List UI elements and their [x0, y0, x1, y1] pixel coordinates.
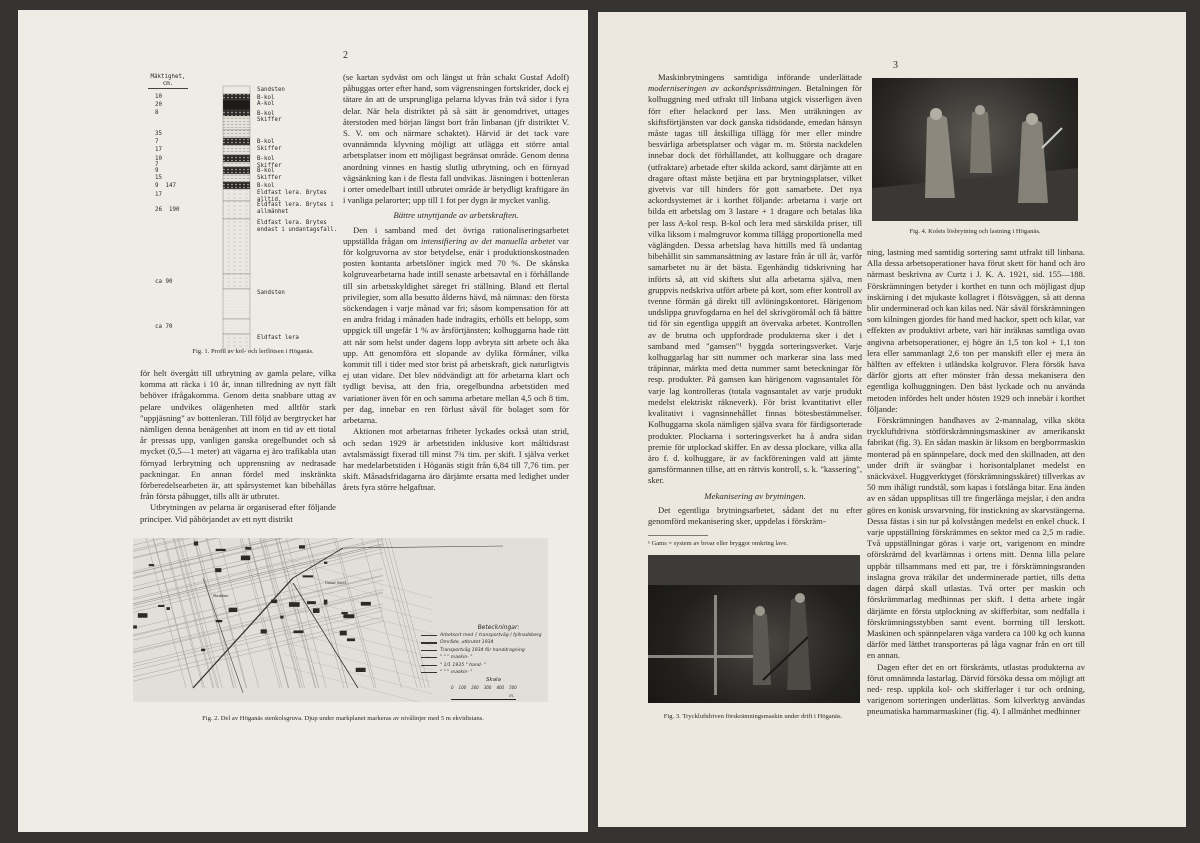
map-gallery-line — [196, 538, 236, 688]
map-mined-area — [245, 547, 251, 550]
map-mined-area — [343, 614, 354, 618]
profile-layer-skiffer — [223, 174, 250, 182]
map-mined-area — [271, 600, 277, 604]
layer-thickness: 17 — [155, 147, 162, 153]
legend-swatch — [421, 657, 437, 658]
legend-label: Område, utbrutet 1934 — [440, 640, 494, 645]
layer-thickness: 9 — [155, 167, 159, 174]
layer-thickness: 20 — [155, 102, 162, 108]
right-col1-text — [648, 72, 862, 548]
map-place-label: Skrubben — [213, 593, 229, 598]
map-mined-area — [356, 668, 366, 672]
layer-label: Eldfast lera — [257, 335, 299, 341]
layer-thickness: ca 90 — [155, 278, 173, 285]
profile-layer-bkol — [223, 182, 250, 189]
paragraph: Den i samband med det övriga rationaliseringsarbetet uppställda frågan om intensifiering av det manuella arbetet var för kolgruvorna av stor betydelse, enär i produktionskostnaden posten kontanta arbetslöner ingick med 70 %. De skånska kolgruvearbetarna hade intill senaste arbetsavtal en i förhållande till sin arbetsskyldighet säreget fri ställning. Bland ett flertal privilegier, som alla besutto ålderns hävd, må nämnas: den första söckendagen i varje månad var fri; såsom kompensation för att en andra fridag i månaden hade indragits, erhölls ett belopp, som uppgick till ungefär 1 % av årsförtjänsten; kolhuggarna hade rätt att när som helst under dagens lopp avbryta sitt arbete och åka upp. Att genomföra ett slopande av dylika förmåner, vilka kommit till i tider med stor brist på arbetskraft, gick naturligtvis ej utan vidare. Det blev nödvändigt att för arbetarna klart och tydligt bevisa, att den fria, oregelbundna arbetstiden med variationer även för en och samma arbetare mellan 4,5 och 8 tim. per dag, innebar en ren förlust såväl för bolaget som för arbetarna. — [343, 224, 569, 426]
legend-item — [421, 632, 546, 640]
profile-layer-lera — [223, 201, 250, 219]
section-heading: Bättre utnyttjande av arbetskraften. — [393, 210, 519, 221]
left-col1-text — [140, 368, 336, 525]
layer-thickness: ca 70 — [155, 323, 173, 330]
layer-label: Skiffer — [257, 117, 282, 123]
map-mined-area — [299, 545, 305, 548]
profile-layer-lera — [223, 219, 250, 274]
legend-swatch — [421, 642, 437, 644]
layer-label: Skiffer — [257, 175, 282, 181]
profile-layer-skiffer — [223, 116, 250, 130]
map-mined-area — [347, 638, 355, 641]
fig1-caption: Fig. 1. Profil av kol- och lerflötsen i Höganäs. — [192, 348, 314, 355]
map-contour-line — [283, 630, 433, 670]
figure-2-map — [133, 538, 548, 702]
layer-label: Skiffer — [257, 163, 282, 169]
legend-label: " " " maskin- " — [440, 655, 473, 660]
paragraph: Dagen efter det en ort förskrämts, utlastas produkterna av förut omnämnda lastarlag. Därvid försöka dessa om möjligt att ned- resp. uppkila kol- och skifferlager i tur och ordning, varigenom sorteringen underlättas. Som kilverktyg användas pneumatiska hammarmaskiner (fig. 4). I allmänhet medhinner — [867, 661, 1085, 717]
layer-thickness: 9 147 — [155, 182, 176, 189]
profile-layer-skiffer — [223, 145, 250, 155]
map-gallery-line — [206, 538, 246, 688]
map-contour-line — [283, 582, 433, 622]
layer-thickness: 26 190 — [155, 207, 180, 213]
layer-label: B-kol — [257, 95, 275, 101]
map-contour-line — [283, 642, 433, 682]
profile-layer-akol — [223, 100, 250, 110]
paragraph: Utbrytningen av pelarna är organiserad efter följande principer. Vid påbörjandet av ett nytt distrikt — [140, 502, 336, 524]
layer-thickness: 17 — [155, 192, 162, 198]
legend-item — [421, 662, 546, 670]
map-gallery-line — [381, 538, 421, 688]
profile-layer-bkol — [223, 167, 250, 174]
map-contour-line — [283, 558, 433, 598]
paragraph: Förskrämningen handhaves av 2-mannalag, vilka sköta tryckluftdrivna stötförskrämningsmaskiner av amerikanskt fabrikat (fig. 3). En sådan maskin är liksom en bergborrmaskin monterad på en spännpelare, dock med den skillnaden, att den under drift är svängbar i horisontalplanet medelst en snäckväxel. Huggverktyget (förskrämningsskäret) tillverkas av 50 mm ihåligt rundstål, som kapas i fotslånga bitar. Ena änden av en sådan uppsplitsas till tre fingerlånga mejslar, i den andra göres en konisk ursvarvning, för instickning av skarvstängerna. Dessa fästas i sin tur på kolvstången medelst en enkel chuck. I varje uppställning förskrämmes en sektor med ca 2,5 m radie. Två uppställningar göras i varje ort, varigenom en mindre oförskrämd del kvarlämnas i ortens mitt. Denna lilla pelare uppbär tillsammans med ett par, tre i förskrämningsranden inslagna grova träkilar det underminerade partiet, tills detta dagen därpå skall utlastas. Två orter per maskin och förskrämmarlag medhinnas per skift. I detta arbete ingår därjämte en första utplockning av skifferbitar, som nedfalla i förskrämningsstybben samt event. borrning till lerskott. Maskinen och spännpelaren väga vardera ca 100 kg och kunna därför med lätthet transporteras på låga vagnar från en ort till en annan. — [867, 415, 1085, 661]
figure-3-photo — [648, 555, 860, 703]
scale-label: Skala — [486, 676, 501, 683]
right-page — [598, 12, 1186, 827]
page-number: 3 — [893, 60, 898, 71]
layer-thickness: 15 — [155, 175, 162, 181]
legend-swatch — [421, 665, 437, 666]
fig4-caption: Fig. 4. Kolets lösbrytning och lastning i Höganäs. — [909, 228, 1041, 235]
paragraph: ning, lastning med samtidig sortering samt utfrakt till linbana. Alla dessa arbetsoperationer hava förut skett för hand och äro närmast beskrivna av Curtz i J. K. A. 1921, sid. 155—188. Förskrämningen betyder i korthet en tunn och möjligast djup inskärning i det mjukaste kollagret i flötsväggen, så att denna blir underminerad och kan kilas ned. När såväl förskrämningen som kilningen gjordes för hand med hackor, spett och kilar, var effekten av produktivt arbete, vari här inräknas samtliga ovan angivna arbetsoperationer, ej högre än 1,5 ton kol + 1,1 ton lera eller sammanlagt 2,6 ton per manskift eller ej mera än hälften av effekten i utländska kolgruvor. Flera försök hava därför gjorts att efter mönster från dessa mekanisera den egentliga kolhuggningen. Den bäst lyckade och nu använda metoden infördes helt under hösten 1929 och innebär i korthet följande: — [867, 247, 1085, 414]
map-gallery-line — [133, 549, 383, 609]
layer-label: B-kol — [257, 156, 275, 162]
legend-item — [421, 647, 546, 655]
layer-thickness: 10 — [155, 94, 162, 100]
page-number: 2 — [343, 50, 348, 61]
scale-tick: 0 — [451, 685, 454, 690]
section-heading: Mekanisering av brytningen. — [704, 490, 806, 501]
profile-layer-skiffer — [223, 162, 250, 167]
layer-thickness: 35 — [155, 131, 162, 137]
right-col2-text — [867, 247, 1085, 718]
map-main-road — [343, 546, 503, 548]
layer-thickness: 7 — [155, 161, 159, 168]
map-main-road — [293, 548, 343, 578]
paragraph: för helt övergått till utbrytning av gamla pelare, vilka komma att räcka i 10 år, innan tillredning av nytt fält behöver ifrågakomma. Genom detta snabbare uttag av pelare undvikes olägenheten med alltför stark "uppjäsning" av bottenleran. Till följd av bergtrycket har nämligen denna benägenhet att inom en tid av ett tiotal år pressas upp, vanligen ganska oregelbundet och så mycket (0,5—1 meter) att vägarna ej äro trafikabla utan förnyad lerbrytning och upprensning av nedrasade packningar. En annan fördel med inskränkta förberedelsearbeten är, att spårsystemet kan bibehållas från första påhugget, tills allt är utbrutet. — [140, 368, 336, 502]
layer-thickness: 8 — [155, 110, 159, 116]
scale-tick: 100 — [458, 685, 467, 690]
map-mined-area — [149, 564, 154, 566]
scale-tick: 500 m. — [509, 685, 517, 698]
layer-label: B-kol — [257, 168, 275, 174]
layer-label: B-kol — [257, 183, 275, 189]
map-mined-area — [138, 613, 148, 618]
figure-4-photo — [872, 78, 1078, 221]
map-place-label: Gustaf Adolf — [325, 580, 346, 585]
legend-title: Beteckningar: — [477, 624, 520, 631]
profile-layer-skiffer — [223, 130, 250, 138]
map-gallery-line — [133, 546, 383, 606]
map-gallery-line — [260, 538, 300, 688]
map-mined-area — [341, 612, 347, 614]
map-mined-area — [324, 600, 328, 605]
profile-layer-bkol — [223, 155, 250, 162]
fig2-caption: Fig. 2. Del av Höganäs stenkolsgruva. Djup under markplanet markeras av nivålinjer med 5 m ekvidistans. — [202, 715, 484, 722]
map-mined-area — [313, 608, 320, 613]
map-mined-area — [280, 616, 283, 619]
map-mined-area — [194, 541, 198, 545]
fig3-caption: Fig. 3. Tryckluftdriven förskrämningsmaskin under drift i Höganäs. — [663, 713, 843, 720]
legend-swatch — [421, 635, 437, 636]
scale-tick: 300 — [483, 685, 492, 690]
map-mined-area — [293, 630, 303, 633]
profile-layer-lera — [223, 189, 250, 201]
map-mined-area — [229, 608, 238, 612]
map-legend — [421, 624, 546, 700]
paragraph: Aktionen mot arbetarnas friheter lyckades också utan strid, och sedan 1929 är arbetstiden inklusive kort måltidsrast avtalsmässigt fixerad till minst 7¾ tim. per skift. I själva verket har medelarbetstiden i Höganäs stigit från 6,84 till 7,76 tim. per skift. Månadsfridagarna äro därjämte ersatta med ledighet under årets fyra större helgaftnar. — [343, 426, 569, 493]
paragraph: Maskinbrytningens samtidiga införande underlättade moderniseringen av ackordsprissättningen. Betalningen för kolhuggning med utfrakt till linbana utgick visserligen även förr efter helackord per lass. Men uträkningen av skiftsförtjänsten var dock ganska tidsödande, emedan hänsyn måste tagas till åtskilliga tillägg för mer eller mindre besvärliga arbetsplatser och vägar m. m. Största nackdelen innebar dock det förhållandet, att kolhuggare och dragare (utfraktare) arbetade efter skilda ackord, samt därjämte att en dragare oftast måste betjäna ett par brytningsplatser, vilket givetvis var till hinders för gott samarbete. Det nya ackordsystemet är i korthet följande: arbetarna i varje ort bilda ett arbetslag om 3 lastare + 1 dragare och betalas lika per lass A-kol resp. B-kol och lera med särskilda priser, till vilka liksom i malmgruvor komma tillägg proportionella med väglängden. Dessa arbetslag hava hittills med få undantag bibehållit sin sammansättning av lastare från år till år, varför samarbetet nu är det bästa. Egenhändig tidskrivning har införts så, att vid skiftets slut alla arbetarna själva, men gruppvis nedskriva utfört arbete på kort, som efter kontroll av tvenne förmän gå direkt till avlöningskontoret. Härigenom undslippa gruvfogdarna en hel del skrivgöromål och få bättre tid för sin egentliga uppgift att övervaka arbetet. Kontrollen av de brutna och uppfordrade produkterna sker i det i samband med "gamsen"¹ byggda sorteringsverket. Varje kolhuggarlag har sitt nummer och markerar sina lass med träpinnar, märkta med detta nummer samt beteckningar för resp. produkter. På gamsen kan härigenom vagnsantalet för varje lag kontrolleras (totala vagnsantalet av varje produkt medelst elektriskt räkneverk). För brist kvantitativt eller kvalitativt i vagnsinnehållet finnas bötesbestämmelser. Kolhuggarna skola nämligen själva svara för färdigsorterade produkter. Plockarna i sorteringsverket ha å andra sidan premie för utplockad skiffer. En av dessa plockare, vilka alla äro f. d. kolhuggare, är av fackföreningen vald att jämte gamsförmannen tillse, att en rättvis kontroll, s. k. "kassering", sker. — [648, 72, 862, 486]
layer-label: A-kol — [257, 101, 275, 107]
map-gallery-line — [362, 538, 402, 688]
figure-1-profile — [143, 72, 343, 372]
map-mined-area — [158, 605, 164, 607]
layer-label: Sandsten — [257, 87, 285, 93]
map-gallery-line — [385, 538, 425, 688]
map-mined-area — [133, 625, 137, 628]
map-mined-area — [261, 629, 267, 633]
map-mined-area — [340, 631, 347, 636]
profile-layer-sand — [223, 319, 250, 334]
map-mined-area — [324, 562, 327, 564]
layer-label: B-kol — [257, 111, 275, 117]
paragraph: Det egentliga brytningsarbetet, sådant det nu efter genomförd mekanisering sker, uppdelas i förskräm- — [648, 504, 862, 526]
map-mined-area — [216, 620, 223, 622]
legend-item — [421, 669, 546, 677]
map-mined-area — [289, 602, 300, 607]
left-page — [18, 10, 588, 832]
layer-label: B-kol — [257, 139, 275, 145]
layer-label: Eldfast lera. Brytes i allmänhet — [257, 202, 334, 215]
layer-thickness: 10 — [155, 155, 162, 162]
map-mined-area — [201, 649, 205, 651]
layer-label: Skiffer — [257, 146, 282, 152]
map-mined-area — [241, 556, 250, 561]
map-mined-area — [361, 602, 371, 606]
layer-label: Eldfast lera. Brytes alltid. — [257, 190, 327, 203]
map-gallery-line — [377, 538, 417, 688]
miners-loading-illustration — [872, 78, 1078, 221]
map-gallery-line — [133, 592, 383, 652]
map-mined-area — [303, 575, 314, 577]
layer-label: Eldfast lera. Brytes endast i undantagsfall. — [257, 220, 338, 233]
legend-swatch — [421, 650, 437, 651]
profile-layer-sand — [223, 86, 250, 94]
footnote: ¹ Gams = system av broar eller bryggor omkring lave. — [648, 535, 708, 548]
legend-label: Transportväg 1934 för handdragning — [440, 647, 525, 653]
profile-layer-bkol — [223, 110, 250, 116]
map-gallery-line — [249, 538, 289, 688]
legend-label: " 1/1 1935 " hand- " — [440, 662, 486, 668]
layer-label: Sandsten — [257, 290, 285, 296]
layer-thickness: 7 — [155, 138, 159, 145]
drill-machine-illustration — [648, 555, 860, 703]
fig1-column-header: Mäktighet, cm. — [148, 74, 188, 89]
left-col2-text — [343, 72, 569, 494]
profile-layer-lera — [223, 274, 250, 289]
legend-label: " " " maskin- " — [440, 670, 473, 675]
legend-item — [421, 654, 546, 662]
legend-label: Arbetsort med { transportväg / fyllnadsberg — [440, 632, 542, 638]
scale-tick: 400 — [496, 685, 505, 690]
legend-swatch — [421, 672, 437, 673]
legend-item — [421, 639, 546, 647]
profile-layer-bkol — [223, 138, 250, 145]
scale-tick: 200 — [471, 685, 479, 690]
map-mined-area — [216, 549, 226, 551]
map-mined-area — [166, 607, 169, 610]
map-mined-area — [307, 601, 316, 604]
profile-layer-sand — [223, 289, 250, 319]
paragraph: (se kartan sydväst om och längst ut från schakt Gustaf Adolf) påhuggas orter efter hand, som vägrensningen fortskrider, dock ej tätare än att de ursprungliga pelarna klyvas från två sidor i fyra delar. När hela distriktet på så sätt är genomdrivet, uttages återstoden med början längst bort från linbanan (jfr distriktet V. S. V. om och närmare schaktet). Härvid är det tack vare ovannämnda klyvning möjligt att utlägga ett större antal arbetsplatser inom ett möjligast begränsat område. Genom denna anordning vinnes en hastig slutlig utbrytning, och en förnyad vägsänkning kan i de flesta fall undvikas. Jäsningen i bottenleran i orter omedelbart intill utbrutet område är betydligt kraftigare än i vanliga pelarorter; upp till 1 fot per dygn är mycket vanlig. — [343, 72, 569, 206]
profile-layer-bkol — [223, 94, 250, 100]
map-mined-area — [215, 568, 221, 572]
